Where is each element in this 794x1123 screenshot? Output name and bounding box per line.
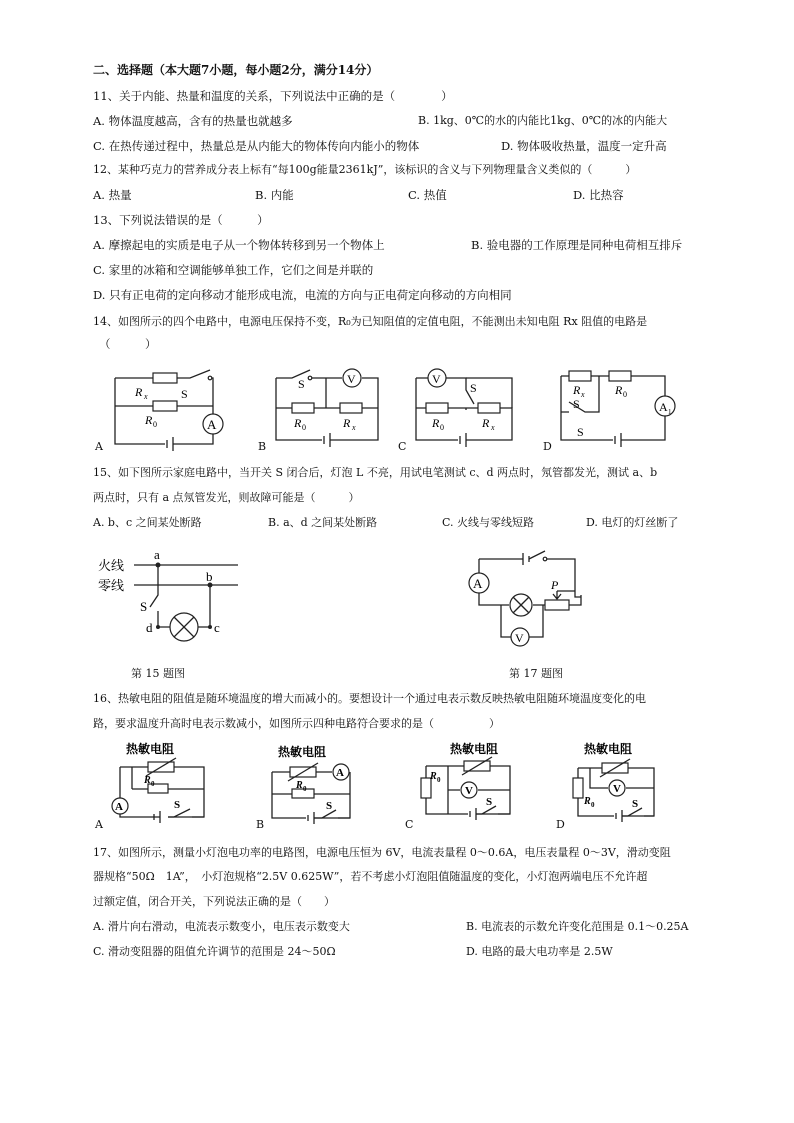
r0-label: R	[145, 413, 153, 427]
q14-label-a: A	[95, 440, 103, 453]
r0-label: R	[430, 771, 437, 782]
ammeter-label: A	[473, 576, 483, 591]
q17-option-d[interactable]: D. 电路的最大电功率是 2.5W	[466, 945, 613, 958]
rx-subscript: x	[581, 390, 585, 399]
q15-option-d[interactable]: D. 电灯的灯丝断了	[586, 516, 679, 529]
q14-label-c: C	[398, 440, 407, 453]
r0-subscript: 0	[437, 776, 441, 784]
q12-option-b[interactable]: B. 内能	[255, 188, 294, 202]
resistor-r0	[426, 403, 448, 413]
q16-label-d: D	[556, 818, 565, 831]
ammeter-label: A	[115, 801, 123, 813]
rx-label: R	[135, 385, 143, 399]
q11-option-c[interactable]: C. 在热传递过程中，热量总是从内能大的物体传向内能小的物体	[93, 139, 420, 153]
fig17-bulb-power-circuit	[465, 545, 600, 650]
q15-option-a[interactable]: A. b、c 之间某处断路	[93, 516, 202, 529]
question-15-stem-line2: 两点时，只有 a 点氖管发光，则故障可能是（ ）	[93, 491, 360, 504]
question-11-stem: 11、关于内能、热量和温度的关系，下列说法中正确的是（ ）	[93, 89, 453, 103]
r0-subscript: 0	[303, 785, 307, 793]
q15-option-c[interactable]: C. 火线与零线短路	[442, 516, 535, 529]
q13-option-d[interactable]: D. 只有正电荷的定向移动才能形成电流，电流的方向与正电荷定向移动的方向相同	[93, 288, 512, 302]
q16-circuit-d	[570, 742, 680, 827]
question-15-stem-line1: 15、如下图所示家庭电路中，当开关 S 闭合后，灯泡 L 不亮，用试电笔测试 c、d 两点时，氖管都发光，测试 a、b	[93, 466, 658, 479]
question-14-stem-line1: 14、如图所示的四个电路中，电源电压保持不变，R₀为已知阻值的定值电阻，不能测出未知电阻 Rx 阻值的电路是	[93, 315, 648, 328]
ammeter-subscript: 1	[668, 408, 672, 416]
fig15-caption: 第 15 题图	[131, 667, 185, 680]
r0-label: R	[432, 416, 440, 430]
r0-label: R	[584, 796, 591, 807]
ammeter-label: A	[659, 400, 668, 414]
point-c-label: c	[214, 620, 220, 635]
r0-subscript: 0	[153, 420, 157, 429]
q13-option-c[interactable]: C. 家里的冰箱和空调能够单独工作，它们之间是并联的	[93, 263, 374, 277]
q14-circuit-c	[410, 368, 520, 453]
q14-label-b: B	[258, 440, 267, 453]
resistor-rx	[569, 371, 591, 381]
q17-option-b[interactable]: B. 电流表的示数允许变化范围是 0.1～0.25A	[466, 920, 689, 933]
switch-label: S	[181, 387, 188, 401]
rx-label: R	[482, 416, 490, 430]
point-a-label: a	[154, 547, 160, 562]
r0-subscript: 0	[440, 423, 444, 432]
switch-label: S	[470, 381, 477, 395]
r0-label: R	[615, 383, 623, 397]
q11-option-a[interactable]: A. 物体温度越高，含有的热量也就越多	[93, 114, 293, 128]
r0-subscript: 0	[302, 423, 306, 432]
q12-option-c[interactable]: C. 热值	[408, 188, 447, 202]
question-16-stem-line1: 16、热敏电阻的阻值是随环境温度的增大而减小的。要想设计一个通过电表示数反映热敏电阻随环境温度变化的电	[93, 692, 646, 705]
rx-subscript: x	[352, 423, 356, 432]
question-17-stem-line1: 17、如图所示，测量小灯泡电功率的电路图，电源电压恒为 6V，电流表量程 0～0.6A，电压表量程 0～3V，滑动变阻	[93, 846, 671, 859]
slider-p-label: P	[551, 578, 559, 592]
resistor-r0	[573, 778, 583, 798]
fig17-caption: 第 17 题图	[509, 667, 563, 680]
question-12-stem: 12、某种巧克力的营养成分表上标有“每100g能量2361kJ”，该标识的含义与下列物理量含义类似的（ ）	[93, 163, 637, 176]
question-13-stem: 13、下列说法错误的是（ ）	[93, 213, 269, 227]
section-title: 二、选择题（本大题7小题，每小题2分，满分14分）	[93, 63, 379, 77]
r0-subscript: 0	[623, 390, 627, 399]
q11-option-b[interactable]: B. 1kg、0℃的水的内能比1kg、0℃的冰的内能大	[418, 114, 668, 127]
r0-subscript: 0	[591, 801, 595, 809]
thermistor-title: 热敏电阻	[584, 742, 633, 756]
switch-s1-label: S	[573, 397, 580, 411]
switch-label: S	[140, 599, 148, 614]
q14-circuit-b	[270, 368, 385, 453]
rheostat	[545, 600, 569, 610]
ammeter-label: A	[207, 417, 217, 432]
q14-label-d: D	[543, 440, 552, 453]
rx-subscript: x	[144, 392, 148, 401]
question-16-stem-line2: 路，要求温度升高时电表示数减小，如图所示四种电路符合要求的是（ ）	[93, 717, 500, 730]
point-d-label: d	[146, 620, 153, 635]
voltmeter-label: V	[515, 631, 524, 645]
switch-label: S	[174, 799, 181, 811]
q16-circuit-b	[266, 742, 376, 827]
thermistor-title: 热敏电阻	[278, 745, 327, 759]
r0-label: R	[296, 780, 303, 791]
q16-circuit-c	[420, 742, 530, 827]
resistor-rx	[478, 403, 500, 413]
q16-label-a: A	[95, 818, 103, 831]
voltmeter-label: V	[613, 783, 621, 795]
switch-label: S	[632, 798, 639, 810]
question-14-stem-line2: （ ）	[99, 337, 157, 351]
q15-option-b[interactable]: B. a、d 之间某处断路	[268, 516, 378, 529]
q13-option-a[interactable]: A. 摩擦起电的实质是电子从一个物体转移到另一个物体上	[93, 238, 385, 252]
r0-subscript: 0	[151, 780, 155, 788]
q12-option-a[interactable]: A. 热量	[93, 188, 132, 202]
thermistor-title: 热敏电阻	[450, 742, 499, 756]
q14-circuit-a	[95, 370, 230, 450]
rx-label: R	[573, 383, 581, 397]
neutral-wire-label: 零线	[98, 578, 125, 593]
resistor-r0	[153, 401, 177, 411]
resistor-r0	[292, 403, 314, 413]
voltmeter-label: V	[465, 785, 473, 797]
question-17-stem-line2: 器规格“50Ω 1A”， 小灯泡规格“2.5V 0.625W”，若不考虑小灯泡阻值随温度的变化，小灯泡两端电压不允许超	[93, 870, 648, 883]
q16-label-b: B	[256, 818, 265, 831]
ammeter-label: A	[336, 767, 344, 779]
live-wire-label: 火线	[98, 558, 125, 573]
switch-s-label: S	[577, 425, 584, 439]
resistor-rx	[153, 373, 177, 383]
q14-circuit-d	[555, 368, 675, 453]
resistor-rx	[340, 403, 362, 413]
point-b-label: b	[206, 569, 213, 584]
q16-label-c: C	[405, 818, 414, 831]
voltmeter-label: V	[347, 372, 356, 386]
resistor-r0	[609, 371, 631, 381]
switch-label: S	[298, 377, 305, 391]
voltmeter-label: V	[432, 372, 441, 386]
fig15-household-circuit	[98, 545, 248, 655]
switch-label: S	[326, 800, 333, 812]
q11-option-d[interactable]: D. 物体吸收热量，温度一定升高	[501, 139, 667, 153]
q17-option-c[interactable]: C. 滑动变阻器的阻值允许调节的范围是 24～50Ω	[93, 945, 336, 958]
r0-label: R	[144, 775, 151, 786]
q16-circuit-a	[104, 742, 214, 827]
question-17-stem-line3: 过额定值，闭合开关，下列说法正确的是（ ）	[93, 895, 335, 908]
q12-option-d[interactable]: D. 比热容	[573, 188, 624, 202]
q13-option-b[interactable]: B. 验电器的工作原理是同种电荷相互排斥	[471, 238, 683, 252]
rx-label: R	[343, 416, 351, 430]
switch-label: S	[486, 796, 493, 808]
r0-label: R	[294, 416, 302, 430]
rx-subscript: x	[491, 423, 495, 432]
thermistor-title: 热敏电阻	[126, 742, 175, 756]
q17-option-a[interactable]: A. 滑片向右滑动，电流表示数变小，电压表示数变大	[93, 920, 350, 933]
